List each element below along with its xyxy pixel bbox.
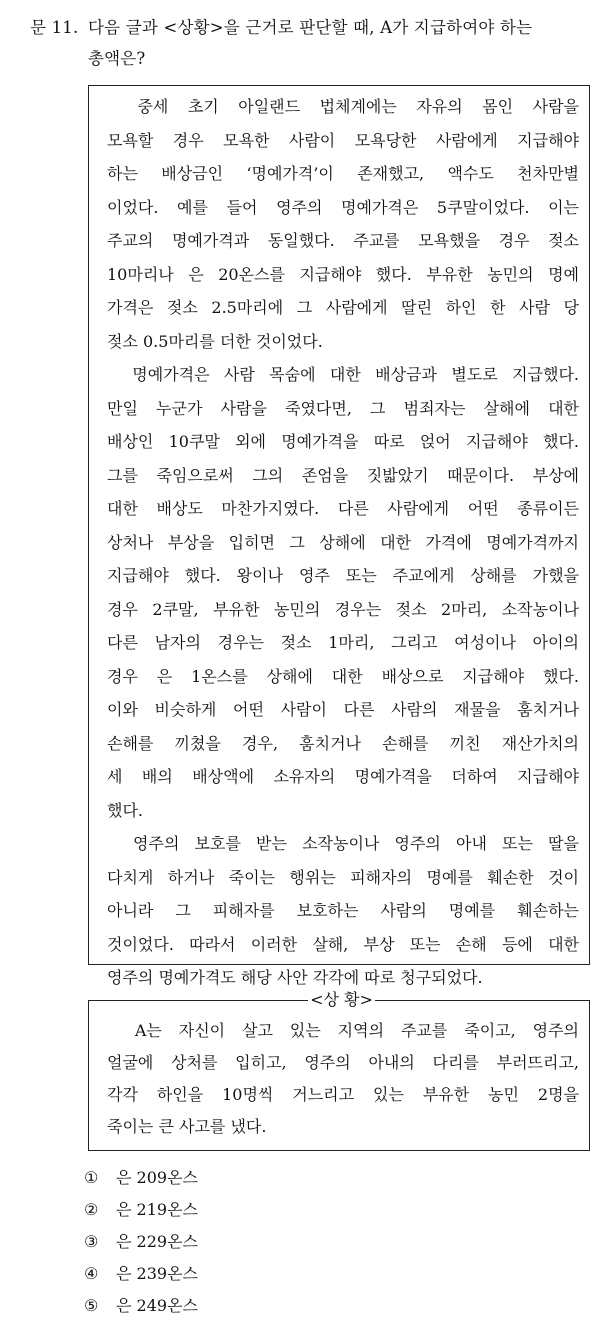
answer-choices bbox=[84, 1162, 198, 1322]
passage-line: 모욕할 경우 모욕한 사람이 모욕당한 사람에게 지급해야 bbox=[107, 130, 579, 150]
passage-line: 이었다. 예를 들어 영주의 명예가격은 5쿠말이었다. 이는 bbox=[107, 197, 579, 217]
choice-number: ② bbox=[84, 1200, 99, 1219]
answer-choice-5[interactable] bbox=[84, 1290, 198, 1322]
passage-line: 명예가격은 사람 목숨에 대한 배상금과 별도로 지급했다. bbox=[107, 365, 579, 384]
answer-choice-2[interactable] bbox=[84, 1194, 198, 1226]
situation-title-text: <상 황> bbox=[310, 990, 373, 1009]
passage-line: 다른 남자의 경우는 젖소 1마리, 그리고 여성이나 아이의 bbox=[107, 633, 579, 652]
choice-number: ③ bbox=[84, 1232, 99, 1251]
choice-text: 은 239온스 bbox=[116, 1264, 198, 1283]
passage-line: 그를 죽임으로써 그의 존엄을 짓밟았기 때문이다. 부상에 bbox=[107, 465, 579, 485]
choice-text: 은 229온스 bbox=[116, 1232, 198, 1251]
passage-line: 대한 배상도 마찬가지였다. 다른 사람에게 어떤 종류이든 bbox=[107, 499, 579, 518]
passage-line: 했다. bbox=[107, 800, 143, 820]
choice-text: 은 219온스 bbox=[116, 1200, 198, 1219]
passage-line: 가격은 젖소 2.5마리에 그 사람에게 딸린 하인 한 사람 당 bbox=[107, 298, 579, 317]
passage-line: 이와 비슷하게 어떤 사람이 다른 사람의 재물을 훔치거나 bbox=[107, 700, 579, 719]
passage-line: 세 배의 배상액에 소유자의 명예가격을 더하여 지급해야 bbox=[107, 767, 579, 786]
passage-box bbox=[88, 85, 590, 987]
passage-line: 손해를 끼쳤을 경우, 훔치거나 손해를 끼친 재산가치의 bbox=[107, 733, 579, 753]
passage-line: 젖소 0.5마리를 더한 것이었다. bbox=[107, 331, 323, 351]
passage-line: 것이었다. 따라서 이러한 살해, 부상 또는 손해 등에 대한 bbox=[107, 934, 579, 954]
question-header bbox=[30, 12, 606, 74]
passage-line: 지급해야 했다. 왕이나 영주 또는 주교에게 상해를 가했을 bbox=[107, 566, 579, 585]
answer-choice-3[interactable] bbox=[84, 1226, 198, 1258]
situation-line: 얼굴에 상처를 입히고, 영주의 아내의 다리를 부러뜨리고, bbox=[107, 1053, 579, 1072]
passage-line: 경우 은 1온스를 상해에 대한 배상으로 지급해야 했다. bbox=[107, 666, 579, 686]
choice-text: 은 249온스 bbox=[116, 1296, 198, 1315]
situation-box bbox=[88, 1000, 590, 1151]
passage-line: 영주의 명예가격도 해당 사안 각각에 따로 청구되었다. bbox=[107, 968, 483, 987]
choice-text: 은 209온스 bbox=[116, 1168, 198, 1187]
passage-line: 상처나 부상을 입히면 그 상해에 대한 가격에 명예가격까지 bbox=[107, 532, 579, 552]
situation-line: 죽이는 큰 사고를 냈다. bbox=[107, 1117, 267, 1136]
passage-line: 하는 배상금인 ‘명예가격’이 존재했고, 액수도 천차만별 bbox=[107, 164, 579, 183]
question-line-2: 총액은? bbox=[88, 49, 146, 68]
choice-number: ⑤ bbox=[84, 1296, 99, 1315]
choice-number: ④ bbox=[84, 1264, 99, 1283]
question-number: 문 11. bbox=[30, 18, 79, 37]
situation-line: 각각 하인을 10명씩 거느리고 있는 부유한 농민 2명을 bbox=[107, 1085, 579, 1104]
question-text: 다음 글과 <상황>을 근거로 판단할 때, A가 지급하여야 하는 bbox=[88, 18, 533, 37]
answer-choice-1[interactable] bbox=[84, 1162, 198, 1194]
passage-line: 주교의 명예가격과 동일했다. 주교를 모욕했을 경우 젖소 bbox=[107, 231, 579, 250]
passage-line: 중세 초기 아일랜드 법체계에는 자유의 몸인 사람을 bbox=[107, 97, 579, 116]
answer-choice-4[interactable] bbox=[84, 1258, 198, 1290]
passage-line: 아니라 그 피해자를 보호하는 사람의 명예를 훼손하는 bbox=[107, 901, 579, 920]
situation-line: A는 자신이 살고 있는 지역의 주교를 죽이고, 영주의 bbox=[107, 1021, 579, 1040]
choice-number: ① bbox=[84, 1168, 99, 1187]
passage-line: 다치게 하거나 죽이는 행위는 피해자의 명예를 훼손한 것이 bbox=[107, 867, 579, 887]
passage-line: 경우 2쿠말, 부유한 농민의 경우는 젖소 2마리, 소작농이나 bbox=[107, 599, 579, 619]
question-line-1 bbox=[30, 12, 606, 43]
passage-line: 10마리나 은 20온스를 지급해야 했다. 부유한 농민의 명예 bbox=[107, 264, 579, 284]
passage-line: 만일 누군가 사람을 죽였다면, 그 범죄자는 살해에 대한 bbox=[107, 398, 579, 418]
passage-line: 배상인 10쿠말 외에 명예가격을 따로 얹어 지급해야 했다. bbox=[107, 432, 579, 451]
passage-line: 영주의 보호를 받는 소작농이나 영주의 아내 또는 딸을 bbox=[107, 834, 579, 853]
